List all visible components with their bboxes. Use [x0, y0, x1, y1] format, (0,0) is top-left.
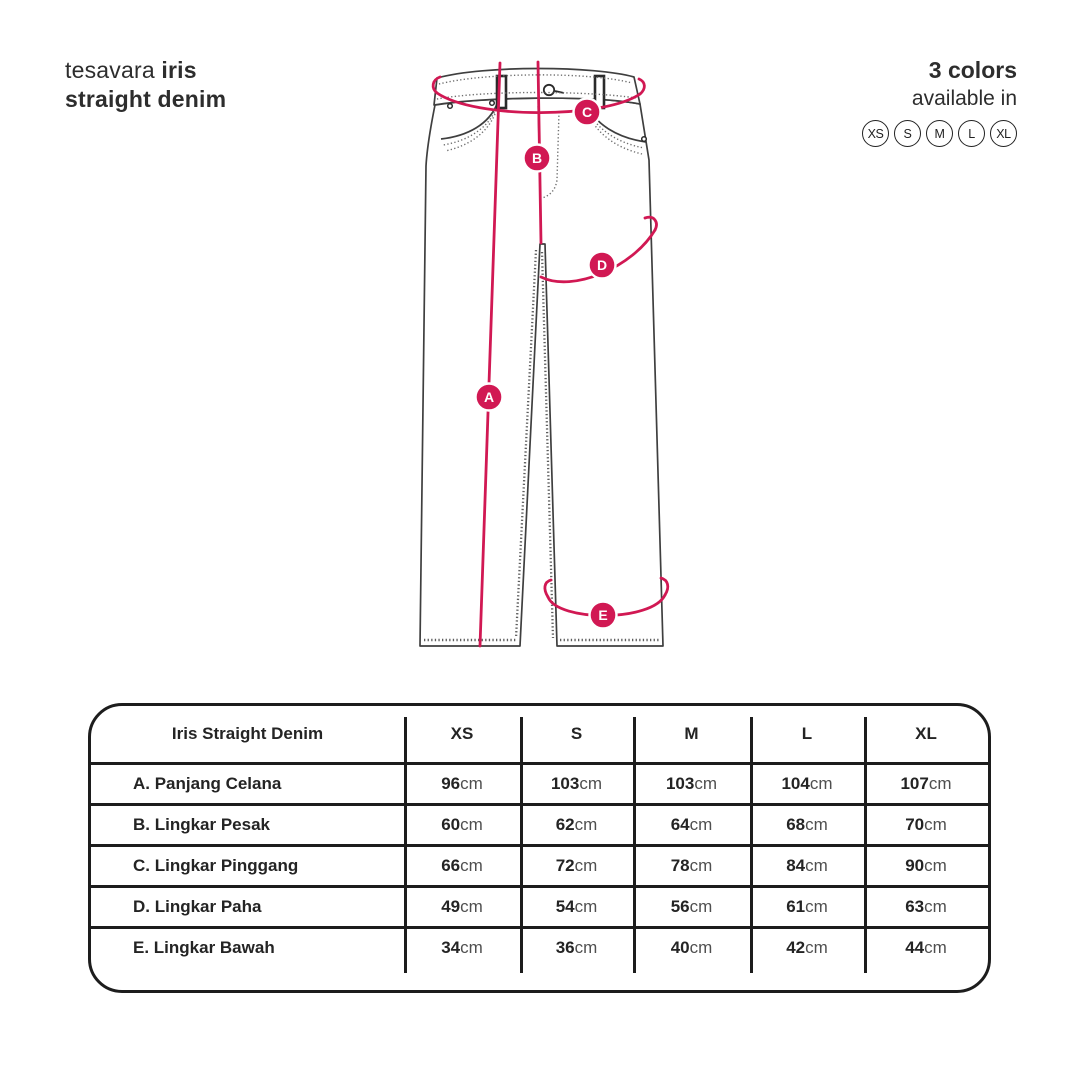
size-badge-xs: XS	[862, 120, 889, 147]
availability-label: available in	[911, 87, 1017, 110]
value-cell	[864, 815, 988, 835]
value-cell	[520, 774, 633, 794]
table-column-divider	[520, 717, 523, 973]
table-header-row	[91, 706, 988, 765]
value-cell	[633, 856, 750, 876]
value-cell	[404, 938, 520, 958]
measurement-value: 56	[670, 897, 690, 916]
marker-e	[590, 602, 617, 629]
column-header-s: S	[570, 724, 583, 743]
table-row	[91, 806, 988, 847]
measurement-value: 42	[786, 938, 806, 957]
unit-label: cm	[805, 815, 828, 834]
pants-body	[420, 98, 663, 646]
measurement-value: 34	[441, 938, 461, 957]
waist-button	[544, 85, 554, 95]
unit-label: cm	[805, 897, 828, 916]
row-label: A. Panjang Celana	[133, 774, 282, 793]
row-label: C. Lingkar Pinggang	[133, 856, 299, 875]
measurement-value: 103	[550, 774, 580, 793]
marker-b-label: B	[531, 150, 543, 166]
measurement-value: 70	[905, 815, 925, 834]
rivet	[642, 137, 647, 142]
brand-name: tesavara	[65, 57, 155, 83]
unit-label: cm	[574, 815, 598, 834]
column-header-m: M	[684, 724, 699, 743]
brand-line-2: straight denim	[65, 86, 227, 112]
table-column-divider	[750, 717, 753, 973]
measure-line-e-hook	[545, 580, 551, 597]
value-cell	[633, 938, 750, 958]
measurement-value: 96	[441, 774, 461, 793]
value-cell	[404, 856, 520, 876]
rivet	[448, 104, 453, 109]
marker-d-label: D	[596, 257, 608, 273]
table-row	[91, 929, 988, 967]
measurement-value: 66	[441, 856, 461, 875]
unit-label: cm	[579, 774, 603, 793]
measurement-value: 84	[786, 856, 806, 875]
row-label: E. Lingkar Bawah	[133, 938, 275, 957]
measurement-value: 40	[670, 938, 690, 957]
measurement-value: 107	[900, 774, 929, 793]
marker-c-label: C	[581, 104, 593, 120]
marker-d	[589, 252, 616, 279]
measurement-value: 72	[555, 856, 575, 875]
unit-label: cm	[924, 856, 947, 875]
product-name: iris	[161, 57, 197, 83]
marker-e-label: E	[598, 607, 608, 623]
unit-label: cm	[689, 897, 713, 916]
measurement-value: 64	[670, 815, 690, 834]
value-cell	[633, 774, 750, 794]
measurement-value: 68	[786, 815, 806, 834]
measurement-value: 104	[781, 774, 810, 793]
value-cell	[750, 774, 864, 794]
measurement-value: 62	[555, 815, 575, 834]
column-header-xs: XS	[450, 724, 474, 743]
unit-label: cm	[928, 774, 952, 793]
marker-a-label: A	[483, 389, 495, 405]
value-cell	[864, 856, 988, 876]
unit-label: cm	[460, 815, 483, 834]
table-column-divider	[864, 717, 867, 973]
unit-label: cm	[924, 897, 947, 916]
value-cell	[520, 897, 633, 917]
row-label: D. Lingkar Paha	[133, 897, 262, 916]
unit-label: cm	[924, 815, 947, 834]
measurement-value: 63	[905, 897, 925, 916]
unit-label: cm	[460, 856, 483, 875]
table-row	[91, 765, 988, 806]
value-cell	[750, 856, 864, 876]
value-cell	[520, 938, 633, 958]
table-title: Iris Straight Denim	[171, 724, 324, 743]
unit-label: cm	[689, 856, 713, 875]
unit-label: cm	[574, 897, 598, 916]
colors-count: 3 colors	[928, 57, 1017, 83]
unit-label: cm	[689, 815, 713, 834]
marker-c	[574, 99, 601, 126]
size-badge-l: L	[958, 120, 985, 147]
size-badge-xl: XL	[990, 120, 1017, 147]
row-label: B. Lingkar Pesak	[133, 815, 271, 834]
unit-label: cm	[460, 774, 483, 793]
table-row	[91, 888, 988, 929]
measurement-value: 90	[905, 856, 925, 875]
size-badge-s: S	[894, 120, 921, 147]
unit-label: cm	[574, 938, 598, 957]
size-badge-m: M	[926, 120, 953, 147]
unit-label: cm	[805, 856, 828, 875]
column-header-l: L	[801, 724, 813, 743]
value-cell	[404, 897, 520, 917]
value-cell	[520, 815, 633, 835]
measurement-value: 103	[665, 774, 695, 793]
measurement-value: 54	[555, 897, 575, 916]
value-cell	[750, 938, 864, 958]
value-cell	[520, 856, 633, 876]
value-cell	[864, 774, 988, 794]
measurement-value: 36	[555, 938, 575, 957]
value-cell	[633, 897, 750, 917]
unit-label: cm	[460, 897, 483, 916]
measurement-value: 61	[786, 897, 806, 916]
value-cell	[750, 897, 864, 917]
table-column-divider	[633, 717, 636, 973]
measure-line-c-hook	[639, 79, 644, 94]
measurement-value: 44	[905, 938, 925, 957]
unit-label: cm	[805, 938, 828, 957]
marker-b	[524, 145, 551, 172]
value-cell	[750, 815, 864, 835]
measurement-value: 78	[670, 856, 690, 875]
value-cell	[404, 815, 520, 835]
marker-a	[476, 384, 503, 411]
table-row	[91, 847, 988, 888]
unit-label: cm	[694, 774, 718, 793]
value-cell	[404, 774, 520, 794]
measurement-value: 49	[441, 897, 461, 916]
unit-label: cm	[924, 938, 947, 957]
measurement-value: 60	[441, 815, 461, 834]
value-cell	[633, 815, 750, 835]
unit-label: cm	[460, 938, 483, 957]
unit-label: cm	[689, 938, 713, 957]
table-column-divider	[404, 717, 407, 973]
rivet	[490, 101, 495, 106]
value-cell	[864, 938, 988, 958]
unit-label: cm	[809, 774, 833, 793]
size-table	[88, 703, 991, 993]
unit-label: cm	[574, 856, 598, 875]
column-header-xl: XL	[915, 724, 937, 743]
value-cell	[864, 897, 988, 917]
